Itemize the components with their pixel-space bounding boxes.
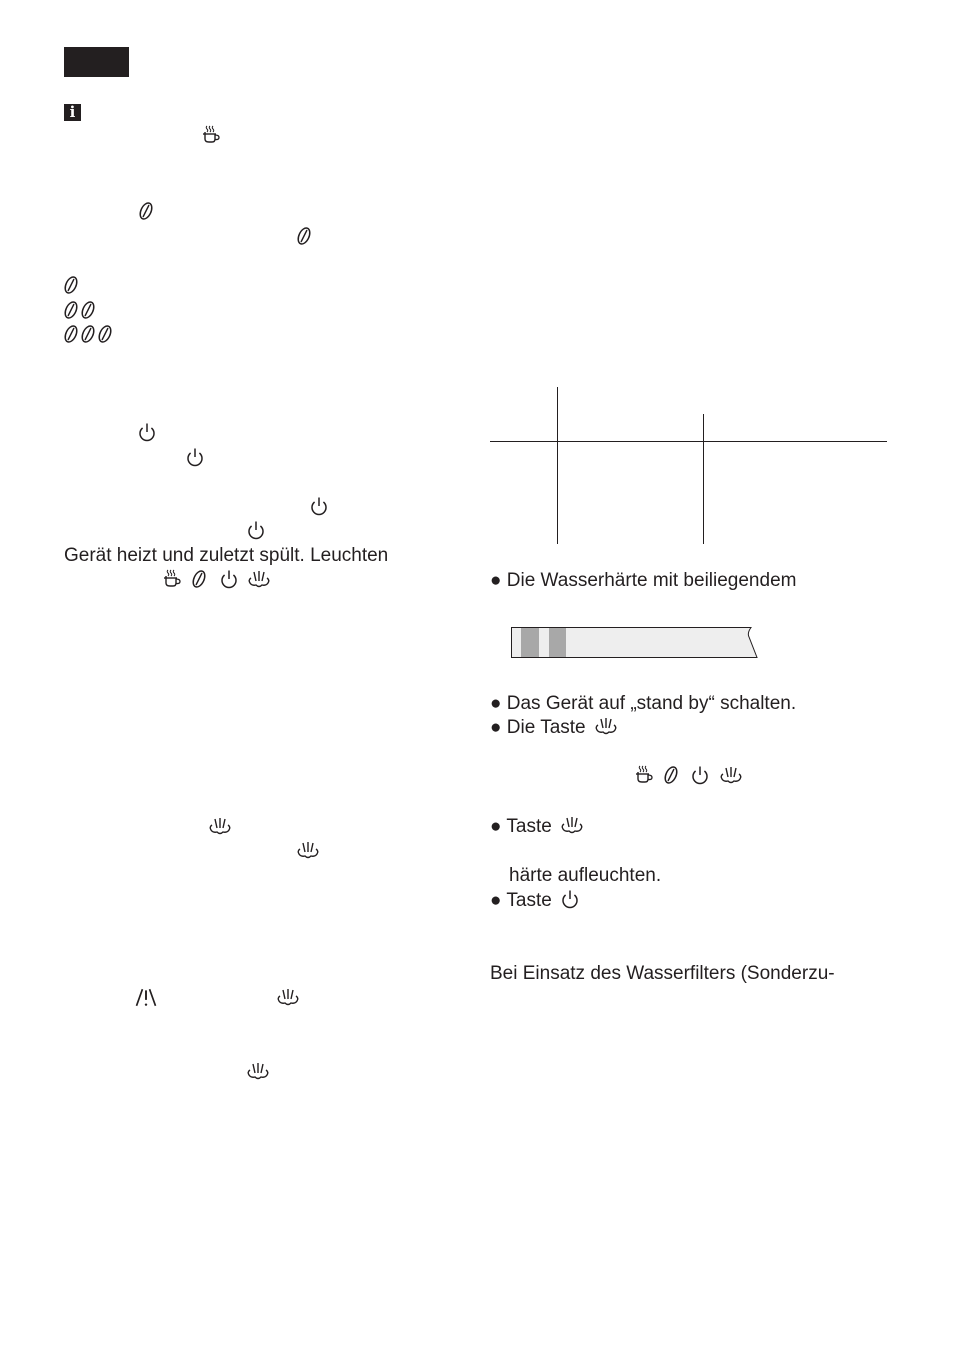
heating-rinse-text: Gerät heizt und zuletzt spült. Leuchten: [64, 545, 389, 566]
table-col-divider: [557, 387, 558, 544]
bullet: ●: [490, 890, 502, 911]
steam-icon: [561, 816, 583, 835]
strength-three-beans-icon: [64, 325, 116, 344]
power-icon: [247, 521, 265, 540]
step-standby: [490, 692, 796, 716]
steam-icon: [248, 570, 270, 589]
steam-icon: [720, 766, 742, 785]
coffee-bean-icon: [664, 766, 679, 785]
steam-icon: [595, 717, 617, 736]
coffee-cup-icon: [634, 766, 654, 786]
coffee-cup-icon: [201, 126, 221, 146]
info-icon-glyph: i: [69, 103, 76, 121]
bullet: ●: [490, 570, 502, 591]
bullet: ●: [490, 717, 502, 738]
table-header-rule: [490, 441, 887, 442]
coffee-bean-icon: [192, 570, 207, 589]
hardness-light-text: härte aufleuchten.: [509, 865, 662, 886]
strength-two-beans-icon: [64, 301, 98, 320]
test-strip-illustration: [511, 627, 757, 655]
strength-one-bean-icon: [64, 276, 79, 295]
info-icon: [64, 104, 81, 121]
coffee-cup-icon: [162, 570, 182, 590]
step-text: Das Gerät auf „stand by“ schalten.: [506, 693, 797, 714]
step-steam-key: [490, 815, 583, 839]
coffee-bean-icon: [297, 227, 312, 246]
steam-icon: [247, 1062, 269, 1081]
table-col-divider: [703, 414, 704, 544]
warning-steam-icon: [135, 988, 157, 1007]
section-tab: [64, 47, 129, 77]
coffee-bean-icon: [139, 202, 154, 221]
step-text: Taste: [506, 816, 552, 837]
step-text: Die Taste: [506, 717, 586, 738]
power-icon: [220, 570, 238, 589]
step-text: Taste: [506, 890, 552, 911]
power-icon: [310, 497, 328, 516]
step-press-steam-key: [490, 716, 617, 740]
power-icon: [561, 890, 579, 909]
power-icon: [691, 766, 709, 785]
power-icon: [186, 448, 204, 467]
step-power-key: [490, 889, 579, 913]
steam-icon: [297, 841, 319, 860]
steam-icon: [209, 817, 231, 836]
steam-icon: [277, 988, 299, 1007]
step-test-water-hardness: [490, 569, 796, 593]
water-filter-text: Bei Einsatz des Wasserfilters (Sonderzu-: [490, 963, 835, 984]
bullet: ●: [490, 816, 502, 837]
step-text: Die Wasserhärte mit beiliegendem: [506, 570, 797, 591]
bullet: ●: [490, 693, 502, 714]
power-icon: [138, 423, 156, 442]
